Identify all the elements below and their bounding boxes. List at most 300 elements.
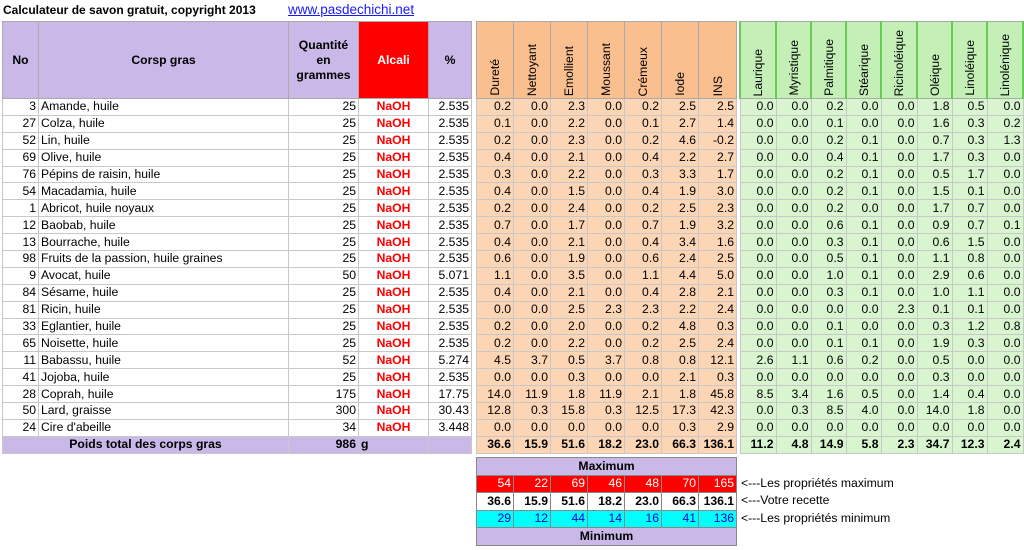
cell-qty[interactable]: 25 (289, 217, 359, 234)
fa-header-label: Stéarique (856, 43, 871, 96)
fa-cell: 1.5 (952, 234, 987, 251)
fa-total-cell: 5.8 (846, 436, 881, 453)
prop-cell: 2.4 (662, 251, 699, 268)
table-row (3, 200, 472, 217)
cell-alkali[interactable]: NaOH (359, 234, 429, 251)
fa-cell: 0.1 (811, 115, 846, 132)
cell-alkali[interactable]: NaOH (359, 419, 429, 436)
fa-header-label: Oléique (927, 53, 942, 96)
table-row (3, 318, 472, 335)
prop-cell: 1.7 (551, 217, 588, 234)
prop-cell: 1.8 (662, 386, 699, 403)
fa-cell: 0.0 (881, 386, 917, 403)
prop-cell: 0.0 (588, 284, 625, 301)
cell-qty[interactable]: 25 (289, 335, 359, 352)
cell-name[interactable]: Avocat, huile (39, 267, 289, 284)
cell-alkali[interactable]: NaOH (359, 301, 429, 318)
prop-cell: 2.2 (551, 335, 588, 352)
fa-cell: 0.0 (881, 251, 917, 268)
prop-cell: 0.7 (477, 217, 514, 234)
cell-qty[interactable]: 25 (289, 149, 359, 166)
cell-qty[interactable]: 25 (289, 284, 359, 301)
table-row (740, 115, 1023, 132)
fa-cell: 0.2 (811, 200, 846, 217)
cell-qty[interactable]: 25 (289, 132, 359, 149)
cell-alkali[interactable]: NaOH (359, 200, 429, 217)
prop-cell: 2.9 (699, 419, 737, 436)
fa-cell: 0.0 (846, 99, 881, 116)
prop-cell: 12.5 (625, 403, 662, 420)
col-header-alkali: Alcali (359, 22, 429, 99)
fa-cell: 0.5 (917, 166, 952, 183)
table-row (740, 419, 1023, 436)
fa-cell: 0.0 (740, 251, 776, 268)
prop-cell: 0.0 (514, 115, 551, 132)
table-row (740, 352, 1023, 369)
note-recipe: <---Votre recette (741, 493, 830, 507)
prop-cell: 2.2 (551, 115, 588, 132)
fa-cell: 0.5 (952, 99, 987, 116)
fa-cell: 0.2 (846, 352, 881, 369)
summary-min-cell: 29 (477, 510, 514, 528)
fa-cell: 1.5 (917, 183, 952, 200)
cell-qty[interactable]: 25 (289, 183, 359, 200)
cell-qty[interactable]: 25 (289, 369, 359, 386)
cell-alkali[interactable]: NaOH (359, 251, 429, 268)
cell-name[interactable]: Eglantier, huile (39, 318, 289, 335)
cell-pct: 2.535 (429, 284, 472, 301)
website-link[interactable]: www.pasdechichi.net (288, 2, 415, 17)
summary-min-row (477, 510, 737, 528)
prop-cell: 0.0 (588, 419, 625, 436)
cell-no: 52 (3, 132, 39, 149)
prop-cell: 2.3 (625, 301, 662, 318)
table-row (740, 284, 1023, 301)
fa-cell: 0.3 (917, 318, 952, 335)
summary-max-cell: 165 (699, 475, 737, 493)
table-row (3, 403, 472, 420)
prop-cell: 0.4 (625, 284, 662, 301)
prop-cell: 0.0 (514, 132, 551, 149)
app-title: Calculateur de savon gratuit, copyright 2013 (3, 3, 256, 17)
prop-cell: 0.1 (477, 115, 514, 132)
fa-cell: 0.0 (811, 301, 846, 318)
cell-alkali[interactable]: NaOH (359, 149, 429, 166)
cell-name[interactable]: Macadamia, huile (39, 183, 289, 200)
fatty-acids-header (740, 22, 1023, 99)
fa-cell: 0.0 (740, 284, 776, 301)
cell-name[interactable]: Cire d'abeille (39, 419, 289, 436)
table-row (740, 166, 1023, 183)
cell-alkali[interactable]: NaOH (359, 166, 429, 183)
table-row (477, 217, 737, 234)
summary-max-cell: 70 (662, 475, 699, 493)
prop-header (699, 22, 737, 99)
summary-table (476, 457, 737, 546)
prop-cell: 0.3 (514, 403, 551, 420)
prop-cell: 0.0 (588, 251, 625, 268)
table-row (3, 183, 472, 200)
cell-no: 1 (3, 200, 39, 217)
prop-cell: 0.3 (699, 318, 737, 335)
cell-alkali[interactable]: NaOH (359, 284, 429, 301)
fa-cell: 0.1 (846, 166, 881, 183)
fa-cell: 0.0 (881, 318, 917, 335)
cell-no: 12 (3, 217, 39, 234)
fa-total-row (740, 436, 1023, 453)
fa-cell: 0.6 (952, 267, 987, 284)
prop-cell: 1.9 (551, 251, 588, 268)
prop-cell: 0.0 (514, 284, 551, 301)
prop-header-label: Nettoyant (525, 43, 539, 96)
cell-pct: 2.535 (429, 166, 472, 183)
cell-qty[interactable]: 25 (289, 318, 359, 335)
prop-total-cell: 36.6 (477, 436, 514, 453)
summary-recipe-cell: 51.6 (551, 493, 588, 511)
total-unit: g (359, 436, 429, 453)
cell-alkali[interactable]: NaOH (359, 318, 429, 335)
fa-cell: 0.5 (846, 386, 881, 403)
fats-table-header (3, 22, 472, 99)
cell-name[interactable]: Lin, huile (39, 132, 289, 149)
fa-cell: 0.0 (740, 166, 776, 183)
prop-header-label: Moussant (599, 43, 613, 96)
table-row (740, 99, 1023, 116)
cell-pct: 2.535 (429, 251, 472, 268)
prop-cell: 0.0 (514, 149, 551, 166)
cell-pct: 30.43 (429, 403, 472, 420)
cell-name[interactable]: Abricot, huile noyaux (39, 200, 289, 217)
prop-total-row (477, 436, 737, 453)
table-row (477, 183, 737, 200)
summary-min-label: Minimum (477, 528, 737, 546)
cell-alkali[interactable]: NaOH (359, 352, 429, 369)
prop-cell: 0.4 (477, 234, 514, 251)
prop-cell: 2.4 (699, 301, 737, 318)
table-row (477, 284, 737, 301)
cell-name[interactable]: Babassu, huile (39, 352, 289, 369)
fa-cell: 0.0 (881, 352, 917, 369)
cell-qty[interactable]: 25 (289, 115, 359, 132)
table-row (3, 386, 472, 403)
table-row (477, 234, 737, 251)
prop-cell: 0.3 (551, 369, 588, 386)
cell-qty[interactable]: 52 (289, 352, 359, 369)
fa-cell: 0.0 (881, 335, 917, 352)
prop-cell: 0.4 (477, 284, 514, 301)
cell-pct: 2.535 (429, 217, 472, 234)
prop-total-cell: 23.0 (625, 436, 662, 453)
fa-cell: 0.8 (987, 318, 1023, 335)
cell-no: 69 (3, 149, 39, 166)
prop-cell: 2.1 (551, 284, 588, 301)
cell-name[interactable]: Bourrache, huile (39, 234, 289, 251)
fa-cell: 0.1 (811, 335, 846, 352)
prop-cell: 2.1 (551, 149, 588, 166)
cell-qty[interactable]: 25 (289, 234, 359, 251)
prop-total-cell: 18.2 (588, 436, 625, 453)
table-row (740, 234, 1023, 251)
fa-total-cell: 12.3 (952, 436, 987, 453)
cell-no: 84 (3, 284, 39, 301)
fa-cell: 1.3 (987, 132, 1023, 149)
prop-cell: 0.2 (477, 99, 514, 116)
prop-cell: 2.5 (699, 99, 737, 116)
prop-cell: 2.3 (699, 200, 737, 217)
cell-name[interactable]: Pépins de raisin, huile (39, 166, 289, 183)
prop-cell: 0.0 (514, 200, 551, 217)
fa-cell: 0.0 (846, 318, 881, 335)
table-row (477, 335, 737, 352)
fa-cell: 0.1 (811, 318, 846, 335)
prop-cell: 0.2 (625, 200, 662, 217)
prop-cell: 1.7 (699, 166, 737, 183)
fa-total-cell: 2.3 (881, 436, 917, 453)
fa-cell: 0.0 (776, 419, 811, 436)
fa-cell: 0.0 (987, 234, 1023, 251)
cell-qty[interactable]: 25 (289, 99, 359, 116)
fa-cell: 8.5 (740, 386, 776, 403)
prop-cell: 4.4 (662, 267, 699, 284)
fa-header (917, 22, 952, 99)
table-row (3, 99, 472, 116)
prop-cell: 0.2 (625, 99, 662, 116)
cell-name[interactable]: Colza, huile (39, 115, 289, 132)
fa-cell: 0.0 (881, 284, 917, 301)
cell-no: 65 (3, 335, 39, 352)
summary-recipe-cell: 23.0 (625, 493, 662, 511)
cell-qty[interactable]: 300 (289, 403, 359, 420)
table-row (477, 403, 737, 420)
prop-cell: 0.0 (514, 217, 551, 234)
prop-total-cell: 66.3 (662, 436, 699, 453)
prop-header-label: INS (710, 75, 725, 96)
summary-recipe-row (477, 493, 737, 511)
cell-pct: 5.274 (429, 352, 472, 369)
prop-cell: 0.3 (588, 403, 625, 420)
fa-cell: 0.0 (987, 352, 1023, 369)
prop-cell: 12.8 (477, 403, 514, 420)
prop-cell: 0.4 (625, 149, 662, 166)
cell-name[interactable]: Noisette, huile (39, 335, 289, 352)
cell-pct: 5.071 (429, 267, 472, 284)
fa-cell: 0.1 (846, 335, 881, 352)
fa-cell: 0.0 (776, 149, 811, 166)
fa-cell: 0.3 (917, 369, 952, 386)
prop-cell: 0.0 (514, 251, 551, 268)
cell-alkali[interactable]: NaOH (359, 335, 429, 352)
fatty-acids-table (739, 21, 1024, 454)
fa-cell: 0.0 (740, 183, 776, 200)
cell-name[interactable]: Fruits de la passion, huile graines (39, 251, 289, 268)
col-header-qty: Quantité en grammes (289, 22, 359, 99)
prop-cell: 17.3 (662, 403, 699, 420)
fa-cell: 0.0 (987, 166, 1023, 183)
fa-cell: 0.0 (987, 99, 1023, 116)
fa-total-cell: 11.2 (740, 436, 776, 453)
summary-min-cell: 14 (588, 510, 625, 528)
fa-cell: 0.7 (917, 132, 952, 149)
prop-cell: 0.0 (588, 99, 625, 116)
table-row (740, 251, 1023, 268)
cell-pct: 3.448 (429, 419, 472, 436)
cell-name[interactable]: Olive, huile (39, 149, 289, 166)
prop-cell: 0.8 (625, 352, 662, 369)
fa-cell: 0.0 (987, 301, 1023, 318)
prop-header (662, 22, 699, 99)
cell-name[interactable]: Jojoba, huile (39, 369, 289, 386)
prop-cell: 0.0 (588, 115, 625, 132)
cell-qty[interactable]: 25 (289, 301, 359, 318)
fa-total-cell: 4.8 (776, 436, 811, 453)
prop-cell: 1.9 (662, 217, 699, 234)
table-row (477, 115, 737, 132)
fa-cell: 0.0 (740, 403, 776, 420)
table-row (477, 386, 737, 403)
fa-header-label: Palmitique (821, 39, 836, 96)
table-row (3, 301, 472, 318)
summary-max-row (477, 475, 737, 493)
prop-cell: 14.0 (477, 386, 514, 403)
properties-header (477, 22, 737, 99)
fa-cell: 1.6 (917, 115, 952, 132)
total-label: Poids total des corps gras (3, 436, 289, 453)
prop-header-label: Dureté (488, 59, 502, 96)
fa-cell: 1.9 (917, 335, 952, 352)
fa-cell: 0.1 (846, 217, 881, 234)
cell-name[interactable]: Lard, graisse (39, 403, 289, 420)
prop-cell: 0.0 (625, 419, 662, 436)
table-row (740, 132, 1023, 149)
prop-cell: 2.4 (551, 200, 588, 217)
table-row (3, 419, 472, 436)
fa-cell: 0.0 (881, 200, 917, 217)
prop-cell: 0.0 (588, 234, 625, 251)
cell-qty[interactable]: 50 (289, 267, 359, 284)
fa-cell: 0.0 (881, 217, 917, 234)
prop-cell: 11.9 (514, 386, 551, 403)
prop-cell: 2.3 (551, 99, 588, 116)
cell-pct: 2.535 (429, 335, 472, 352)
fa-cell: 2.9 (917, 267, 952, 284)
prop-cell: 1.1 (625, 267, 662, 284)
cell-no: 50 (3, 403, 39, 420)
prop-cell: 11.9 (588, 386, 625, 403)
cell-name[interactable]: Sésame, huile (39, 284, 289, 301)
cell-pct: 2.535 (429, 149, 472, 166)
table-row (740, 335, 1023, 352)
prop-cell: 0.0 (588, 200, 625, 217)
cell-pct: 2.535 (429, 369, 472, 386)
prop-cell: 2.1 (625, 386, 662, 403)
table-row (477, 318, 737, 335)
prop-cell: 3.2 (699, 217, 737, 234)
note-max: <---Les propriétés maximum (741, 476, 894, 490)
fa-cell: 0.0 (846, 369, 881, 386)
fa-cell: 0.0 (881, 267, 917, 284)
fa-cell: 0.0 (811, 419, 846, 436)
cell-alkali[interactable]: NaOH (359, 99, 429, 116)
prop-cell: 45.8 (699, 386, 737, 403)
fa-cell: 0.0 (881, 149, 917, 166)
fa-cell: 2.3 (881, 301, 917, 318)
cell-alkali[interactable]: NaOH (359, 386, 429, 403)
fa-cell: 0.0 (740, 318, 776, 335)
cell-name[interactable]: Baobab, huile (39, 217, 289, 234)
cell-alkali[interactable]: NaOH (359, 217, 429, 234)
fa-cell: 0.0 (846, 419, 881, 436)
fa-cell: 0.5 (811, 251, 846, 268)
cell-alkali[interactable]: NaOH (359, 115, 429, 132)
cell-qty[interactable]: 25 (289, 251, 359, 268)
prop-cell: 0.0 (514, 166, 551, 183)
fa-cell: 0.0 (987, 200, 1023, 217)
fa-cell: 1.4 (917, 386, 952, 403)
prop-cell: 0.2 (477, 200, 514, 217)
fa-cell: 1.6 (811, 386, 846, 403)
prop-cell: 0.2 (477, 132, 514, 149)
prop-cell: 0.1 (625, 115, 662, 132)
fa-cell: 0.0 (776, 200, 811, 217)
prop-cell: 2.1 (662, 369, 699, 386)
cell-name[interactable]: Amande, huile (39, 99, 289, 116)
table-row (3, 352, 472, 369)
cell-alkali[interactable]: NaOH (359, 403, 429, 420)
fats-table (2, 21, 472, 454)
prop-header-label: Crémeux (636, 46, 650, 96)
table-row (3, 149, 472, 166)
cell-no: 54 (3, 183, 39, 200)
prop-cell: 1.4 (699, 115, 737, 132)
prop-cell: 1.1 (477, 267, 514, 284)
cell-qty[interactable]: 175 (289, 386, 359, 403)
prop-cell: 0.4 (625, 183, 662, 200)
cell-alkali[interactable]: NaOH (359, 267, 429, 284)
prop-cell: 0.0 (514, 234, 551, 251)
fa-cell: 0.0 (740, 234, 776, 251)
prop-header (588, 22, 625, 99)
cell-alkali[interactable]: NaOH (359, 132, 429, 149)
prop-cell: 0.0 (625, 369, 662, 386)
fa-cell: 0.1 (846, 267, 881, 284)
prop-cell: 0.3 (625, 166, 662, 183)
summary-recipe-cell: 15.9 (514, 493, 551, 511)
note-min: <---Les propriétés minimum (741, 511, 891, 525)
fa-cell: 0.2 (811, 132, 846, 149)
prop-cell: 3.3 (662, 166, 699, 183)
fa-cell: 0.4 (811, 149, 846, 166)
cell-name[interactable]: Ricin, huile (39, 301, 289, 318)
cell-qty[interactable]: 25 (289, 200, 359, 217)
cell-alkali[interactable]: NaOH (359, 369, 429, 386)
fa-cell: 0.0 (881, 132, 917, 149)
fa-cell: 1.0 (811, 267, 846, 284)
table-row (740, 386, 1023, 403)
fa-cell: 0.0 (740, 419, 776, 436)
cell-qty[interactable]: 25 (289, 166, 359, 183)
cell-pct: 17.75 (429, 386, 472, 403)
table-row (477, 251, 737, 268)
fa-cell: 0.6 (811, 352, 846, 369)
cell-qty[interactable]: 34 (289, 419, 359, 436)
prop-cell: 1.9 (662, 183, 699, 200)
prop-cell: 0.0 (588, 149, 625, 166)
prop-header (551, 22, 588, 99)
cell-name[interactable]: Coprah, huile (39, 386, 289, 403)
prop-cell: 2.5 (662, 200, 699, 217)
fa-header-label: Myristique (786, 40, 801, 96)
cell-alkali[interactable]: NaOH (359, 183, 429, 200)
